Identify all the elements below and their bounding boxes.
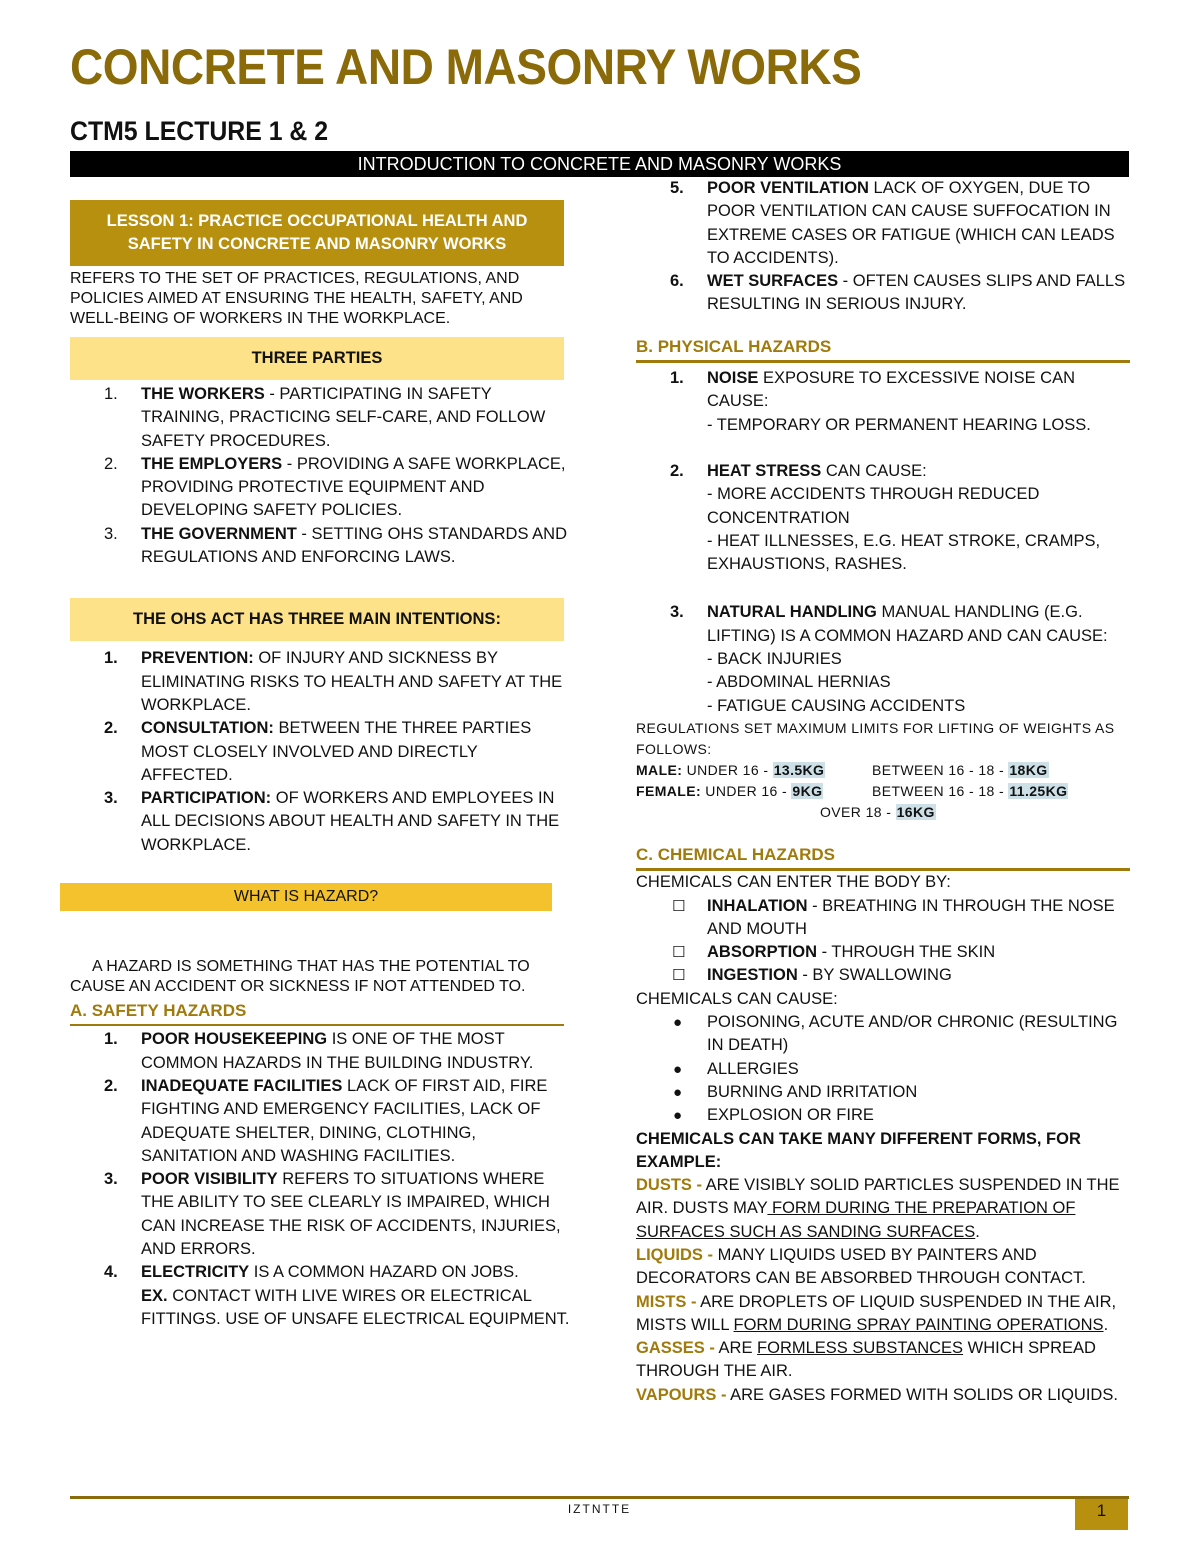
list-item: 2. INADEQUATE FACILITIES LACK OF FIRST AID, FIRE FIGHTING AND EMERGENCY FACILITIES, LACK OF ADEQUATE SHELTER, DINING, CLOTHING, SANITATION AND WASHING FACILITIES.	[104, 1076, 548, 1165]
list-item: 6. WET SURFACES - OFTEN CAUSES SLIPS AND FALLS RESULTING IN SERIOUS INJURY.	[670, 272, 1126, 314]
lesson-heading-box: LESSON 1: PRACTICE OCCUPATIONAL HEALTH AND SAFETY IN CONCRETE AND MASONRY WORKS	[70, 200, 564, 266]
ohs-act-heading: THE OHS ACT HAS THREE MAIN INTENTIONS:	[70, 598, 564, 641]
male-limits: MALE: UNDER 16 - 13.5KG BETWEEN 16 - 18 - 18KG	[636, 761, 1048, 778]
bullet-icon: ●	[673, 1060, 683, 1078]
list-item: ● BURNING AND IRRITATION	[636, 1081, 1132, 1104]
list-item: ☐ ABSORPTION - THROUGH THE SKIN	[636, 941, 1132, 964]
list-item: 2. HEAT STRESS CAN CAUSE: - MORE ACCIDENTS THROUGH REDUCED CONCENTRATION - HEAT ILLNESSES, E.G. HEAT STROKE, CRAMPS, EXHAUSTIONS, RASHES.	[670, 461, 1101, 574]
what-is-hazard-heading: WHAT IS HAZARD?	[60, 883, 552, 911]
list-item: ● POISONING, ACUTE AND/OR CHRONIC (RESULTING IN DEATH)	[673, 1013, 1118, 1055]
footer-text: IZTNTTE	[567, 1502, 632, 1516]
three-parties-heading: THREE PARTIES	[70, 337, 564, 380]
list-item: ● EXPLOSION OR FIRE	[636, 1104, 1132, 1127]
footer-divider	[70, 1496, 1129, 1499]
list-item: 3. PARTICIPATION: OF WORKERS AND EMPLOYEES IN ALL DECISIONS ABOUT HEALTH AND SAFETY IN THE WORKPLACE.	[104, 789, 560, 854]
bullet-icon: ●	[673, 1107, 683, 1125]
female-limits: FEMALE: UNDER 16 - 9KG BETWEEN 16 - 18 - 11.25KG	[636, 782, 1068, 799]
dusts-entry: DUSTS - ARE VISIBLY SOLID PARTICLES SUSPENDED IN THE AIR. DUSTS MAY FORM DURING THE PREPARATION OF SURFACES SUCH AS SANDING SURFACES.	[636, 1176, 1120, 1241]
document-title: CONCRETE AND MASONRY WORKS	[70, 39, 862, 95]
weight-regulations: REGULATIONS SET MAXIMUM LIMITS FOR LIFTING OF WEIGHTS AS FOLLOWS:	[636, 719, 1115, 757]
list-item: 3. THE GOVERNMENT - SETTING OHS STANDARDS AND REGULATIONS AND ENFORCING LAWS.	[104, 524, 567, 567]
chemical-forms-heading: CHEMICALS CAN TAKE MANY DIFFERENT FORMS, FOR EXAMPLE:	[636, 1129, 1081, 1171]
list-item: 2. THE EMPLOYERS - PROVIDING A SAFE WORKPLACE, PROVIDING PROTECTIVE EQUIPMENT AND DEVELOPING SAFETY POLICIES.	[104, 454, 566, 520]
list-item: ☐ INGESTION - BY SWALLOWING	[636, 964, 1132, 987]
list-item: ● ALLERGIES	[636, 1058, 1132, 1081]
chemicals-enter-intro: CHEMICALS CAN ENTER THE BODY BY:	[636, 873, 951, 892]
over-18-limit: OVER 18 - 16KG	[820, 803, 935, 820]
gasses-entry: GASSES - ARE FORMLESS SUBSTANCES WHICH SPREAD THROUGH THE AIR.	[636, 1339, 1096, 1381]
right-column	[636, 177, 1132, 1407]
physical-hazards-list	[636, 367, 1132, 718]
bullet-icon: ●	[673, 1014, 683, 1032]
intro-banner: INTRODUCTION TO CONCRETE AND MASONRY WORKS	[70, 151, 1129, 177]
liquids-entry: LIQUIDS - MANY LIQUIDS USED BY PAINTERS AND DECORATORS CAN BE ABSORBED THROUGH CONTACT.	[636, 1245, 1086, 1288]
list-item: 1. POOR HOUSEKEEPING IS ONE OF THE MOST COMMON HAZARDS IN THE BUILDING INDUSTRY.	[104, 1030, 534, 1072]
chemical-effects-list	[636, 1011, 1132, 1127]
list-item: 4. ELECTRICITY IS A COMMON HAZARD ON JOBS. EX. CONTACT WITH LIVE WIRES OR ELECTRICAL FITTINGS. USE OF UNSAFE ELECTRICAL EQUIPMENT.	[104, 1263, 570, 1328]
left-column	[70, 200, 570, 1331]
hazard-definition: A HAZARD IS SOMETHING THAT HAS THE POTENTIAL TO CAUSE AN ACCIDENT OR SICKNESS IF NOT ATTENDED TO.	[70, 958, 530, 996]
safety-hazards-heading: A. SAFETY HAZARDS	[70, 999, 564, 1026]
entry-routes-list	[636, 895, 1132, 988]
bullet-icon: ●	[673, 1083, 683, 1101]
page-number: 1	[1075, 1499, 1128, 1530]
parties-list	[70, 383, 570, 569]
list-item: 2. CONSULTATION: BETWEEN THE THREE PARTIES MOST CLOSELY INVOLVED AND DIRECTLY AFFECTED.	[104, 719, 532, 784]
vapours-entry: VAPOURS - ARE GASES FORMED WITH SOLIDS OR LIQUIDS.	[636, 1385, 1118, 1404]
checkbox-bullet-icon: ☐	[672, 897, 686, 915]
ohs-definition: REFERS TO THE SET OF PRACTICES, REGULATIONS, AND POLICIES AIMED AT ENSURING THE HEALTH, SAFETY, AND WELL-BEING OF WORKERS IN THE WORKPLACE.	[70, 270, 523, 327]
mists-entry: MISTS - ARE DROPLETS OF LIQUID SUSPENDED IN THE AIR, MISTS WILL FORM DURING SPRAY PAINTING OPERATIONS.	[636, 1292, 1117, 1334]
checkbox-bullet-icon: ☐	[672, 967, 686, 985]
chemicals-cause-intro: CHEMICALS CAN CAUSE:	[636, 989, 838, 1008]
list-item: 3. NATURAL HANDLING MANUAL HANDLING (E.G. LIFTING) IS A COMMON HAZARD AND CAN CAUSE: - BACK INJURIES - ABDOMINAL HERNIAS - FATIGUE CAUSING ACCIDENTS	[670, 603, 1108, 715]
list-item: 1. THE WORKERS - PARTICIPATING IN SAFETY TRAINING, PRACTICING SELF-CARE, AND FOLLOW SAFETY PROCEDURES.	[104, 385, 546, 450]
checkbox-bullet-icon: ☐	[672, 944, 686, 962]
list-item: 1. NOISE EXPOSURE TO EXCESSIVE NOISE CAN CAUSE: - TEMPORARY OR PERMANENT HEARING LOSS.	[670, 369, 1091, 434]
list-item: 1. PREVENTION: OF INJURY AND SICKNESS BY ELIMINATING RISKS TO HEALTH AND SAFETY AT THE WORKPLACE.	[104, 649, 563, 714]
safety-hazards-continued	[636, 177, 1132, 317]
list-item: 5. POOR VENTILATION LACK OF OXYGEN, DUE TO POOR VENTILATION CAN CAUSE SUFFOCATION IN EXTREME CASES OR FATIGUE (WHICH CAN LEADS TO ACCIDENTS).	[670, 179, 1115, 267]
chemical-hazards-heading: C. CHEMICAL HAZARDS	[636, 843, 1130, 871]
list-item: 3. POOR VISIBILITY REFERS TO SITUATIONS WHERE THE ABILITY TO SEE CLEARLY IS IMPAIRED, WHICH CAN INCREASE THE RISK OF ACCIDENTS, INJURIES, AND ERRORS.	[104, 1170, 561, 1259]
document-subtitle: CTM5 LECTURE 1 & 2	[70, 116, 329, 146]
safety-hazards-list	[70, 1028, 570, 1331]
list-item: ☐ INHALATION - BREATHING IN THROUGH THE NOSE AND MOUTH	[672, 896, 1115, 938]
intentions-list	[70, 647, 570, 857]
physical-hazards-heading: B. PHYSICAL HAZARDS	[636, 335, 1130, 363]
